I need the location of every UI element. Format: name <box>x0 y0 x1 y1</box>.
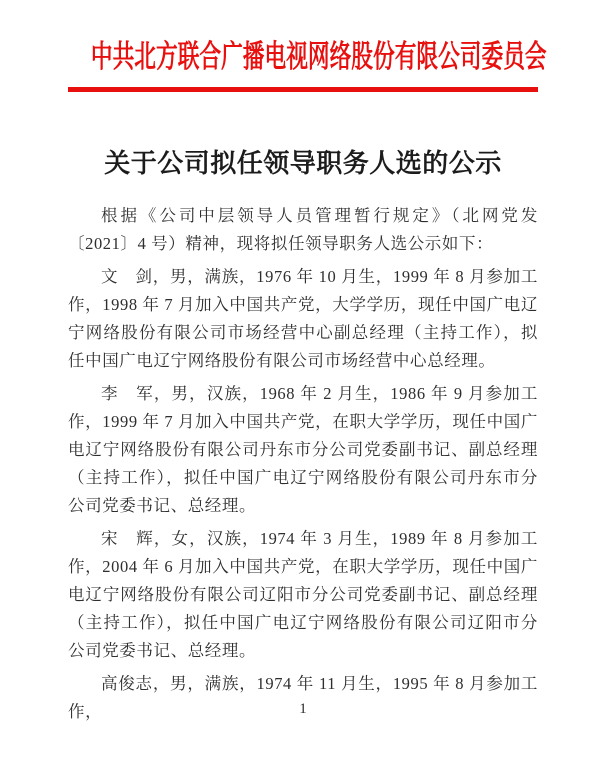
document-body <box>68 202 538 731</box>
document-title: 关于公司拟任领导职务人选的公示 <box>104 149 502 178</box>
body-paragraph: 宋 辉，女，汉族，1974 年 3 月生，1989 年 8 月参加工作，2004 年 6 月加入中国共产党，在职大学学历，现任中国广电辽宁网络股份有限公司辽阳市分公司党委副书记、副总经理（主持工作），拟任中国广电辽宁网络股份有限公司辽阳市分公司党委书记、总经理。 <box>68 529 538 660</box>
body-paragraph: 文 剑，男，满族，1976 年 10 月生，1999 年 8 月参加工作，1998 年 7 月加入中国共产党，大学学历，现任中国广电辽宁网络股份有限公司市场经营中心副总经理（主持工作），拟任中国广电辽宁网络股份有限公司市场经营中心总经理。 <box>68 267 538 370</box>
letterhead-rule <box>68 87 538 92</box>
body-paragraph: 李 军，男，汉族，1968 年 2 月生，1986 年 9 月参加工作，1999 年 7 月加入中国共产党，在职大学学历，现任中国广电辽宁网络股份有限公司丹东市分公司党委副书记、副总经理（主持工作），拟任中国广电辽宁网络股份有限公司丹东市分公司党委书记、总经理。 <box>68 384 538 515</box>
page-number: 1 <box>299 701 307 717</box>
letterhead-title: 中共北方联合广播电视网络股份有限公司委员会 <box>90 39 547 74</box>
body-paragraph: 高俊志，男，满族，1974 年 11 月生，1995 年 8 月参加工作， <box>68 674 538 721</box>
body-paragraph: 根据《公司中层领导人员管理暂行规定》（北网党发〔2021〕4 号）精神，现将拟任领导职务人选公示如下： <box>68 206 538 253</box>
